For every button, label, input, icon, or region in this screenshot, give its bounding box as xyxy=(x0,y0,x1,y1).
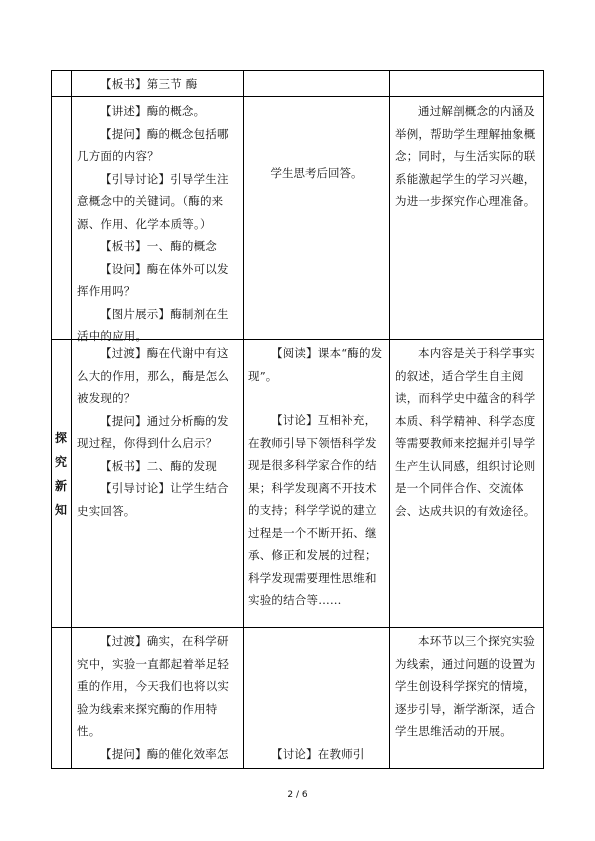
table-rule-bottom xyxy=(51,768,544,769)
table-col-rule-3 xyxy=(389,70,390,769)
page-number: 2 / 6 xyxy=(287,790,308,800)
student-activity: 【讨论】在教师引 xyxy=(271,747,365,761)
row1-teacher-cell xyxy=(77,100,239,348)
teacher-line: 【提问】通过分析酶的发现过程，你得到什么启示？ xyxy=(77,413,229,450)
student-read: 【阅读】课本“酶的发现”。 xyxy=(248,346,383,383)
section-label-char: 知 xyxy=(54,503,67,517)
design-intent: 本环节以三个探究实验为线索，通过问题的设置为学生创设科学探究的情境，逐步引导，渐学渐深，适合学生思维活动的开展。 xyxy=(395,634,536,738)
teacher-line: 【过渡】确实，在科学研究中，实验一直都起着举足轻重的作用，今天我们也将以实验为线索来探究酶的作用特性。 xyxy=(77,634,230,738)
board-title: 【板书】第三节 酶 xyxy=(100,77,198,91)
teacher-line: 【引导讨论】让学生结合史实回答。 xyxy=(77,481,229,518)
row2-student-cell xyxy=(248,342,385,612)
teacher-line: 【提问】酶的概念包括哪几方面的内容？ xyxy=(77,126,229,163)
table-rule-top xyxy=(51,70,544,71)
header-row-cell xyxy=(77,73,239,96)
teacher-line: 【板书】一、酶的概念 xyxy=(100,239,217,253)
teacher-line: 【图片展示】酶制剂在生活中的应用。 xyxy=(77,306,229,343)
table-col-rule-1 xyxy=(71,70,72,769)
row1-student-cell xyxy=(244,162,389,185)
table-rule-3 xyxy=(51,627,544,628)
row3-design-cell xyxy=(395,630,539,743)
section-label xyxy=(51,426,71,522)
section-label-char: 探 xyxy=(54,431,67,445)
teacher-line: 【引导讨论】引导学生注意概念中的关键词。（酶的来源、作用、化学本质等。） xyxy=(77,171,229,231)
row3-teacher-cell xyxy=(77,630,239,765)
teacher-line: 【过渡】酶在代谢中有这么大的作用，那么，酶是怎么被发现的？ xyxy=(77,346,230,405)
student-discuss: 【讨论】互相补充，在教师引导下领悟科学发现是很多科学家合作的结果；科学发现离不开技术的支持；科学学说的建立过程是一个不断开拓、继承、修正和发展的过程；科学发现需要理性思维和实验的结合等…… xyxy=(248,413,377,607)
table-col-rule-4 xyxy=(543,70,544,769)
teacher-line: 【设问】酶在体外可以发挥作用吗？ xyxy=(77,261,229,298)
row3-student-cell xyxy=(248,743,385,766)
design-intent: 本内容是关于科学事实的叙述，适合学生自主阅读，而科学史中蕴含的科学本质、科学精神、科学态度等需要教师来挖掘并引导学生产生认同感，组织讨论则是一个同伴合作、交流体会、达成共识的有效途径。 xyxy=(395,346,536,518)
row2-teacher-cell xyxy=(77,342,239,522)
teacher-line: 【讲述】酶的概念。 xyxy=(100,104,206,118)
lesson-plan-table xyxy=(51,70,544,769)
teacher-line: 【板书】二、酶的发现 xyxy=(100,458,217,473)
design-intent: 通过解剖概念的内涵及举例，帮助学生理解抽象概念；同时，与生活实际的联系能激起学生的学习兴趣，为进一步探究作心理准备。 xyxy=(395,104,536,208)
teacher-line: 【提问】酶的催化效率怎 xyxy=(100,746,229,761)
row2-design-cell xyxy=(395,342,539,522)
section-label-char: 新 xyxy=(54,479,67,493)
table-rule-1 xyxy=(51,96,544,97)
section-label-char: 究 xyxy=(54,455,67,469)
table-col-rule-0 xyxy=(51,70,52,769)
row1-design-cell xyxy=(395,100,539,213)
student-activity: 学生思考后回答。 xyxy=(270,166,363,180)
